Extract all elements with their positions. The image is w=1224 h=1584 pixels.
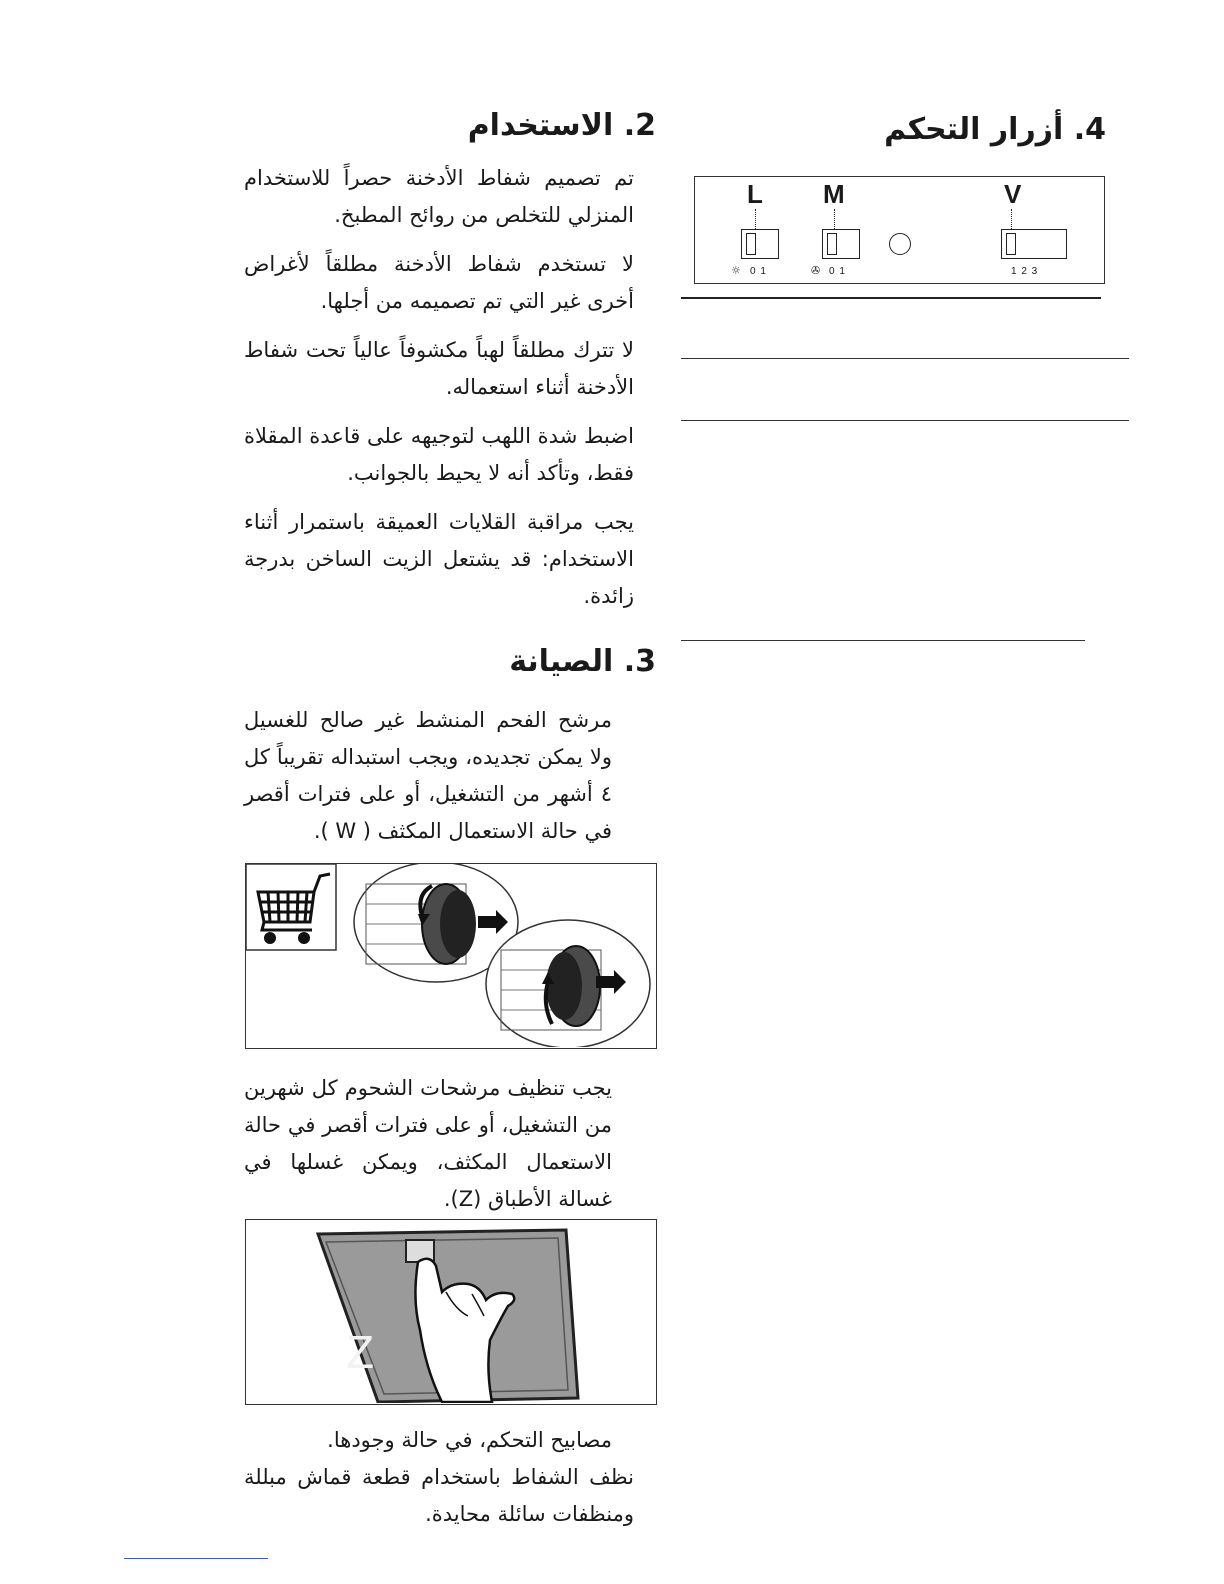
motor-ticks: 0 1 (829, 266, 846, 277)
maintenance-paragraph-2: يجب تنظيف مرشحات الشحوم كل شهرين من التشغيل، أو على فترات أقصر في حالة الاستعمال المكثف، ويمكن غسلها في غسالة الأطباق (Z). (244, 1076, 612, 1211)
rule-1 (681, 358, 1129, 359)
usage-paragraph-2: لا تستخدم شفاط الأدخنة مطلقاً لأغراض أخرى غير التي تم تصميمه من أجلها. (244, 252, 634, 313)
carbon-filter-illustration (246, 864, 655, 1047)
light-leader (755, 209, 756, 229)
light-ticks: 0 1 (750, 266, 767, 277)
controls-underline (681, 297, 1101, 299)
control-panel-figure (694, 176, 1105, 284)
usage-body (244, 160, 634, 615)
footer-rule (124, 1558, 268, 1559)
speed-leader (1011, 209, 1012, 229)
usage-paragraph-1: تم تصميم شفاط الأدخنة حصراً للاستخدام المنزلي للتخلص من روائح المطبخ. (244, 166, 634, 227)
filter-detail-2 (486, 920, 650, 1047)
usage-paragraph-5: يجب مراقبة القلايات العميقة باستمرار أثناء الاستخدام: قد يشتعل الزيت الساخن بدرجة زائدة. (244, 510, 634, 608)
rule-2 (681, 420, 1129, 421)
motor-switch[interactable] (822, 229, 860, 259)
carbon-filter-figure (245, 863, 657, 1049)
usage-heading: 2. الاستخدام (467, 108, 656, 143)
light-label: L (747, 179, 763, 209)
grease-filter-figure (245, 1219, 657, 1405)
rule-3 (681, 640, 1085, 641)
light-bulb-icon: ☼ (731, 264, 741, 277)
speed-switch[interactable] (1001, 229, 1067, 259)
grease-filter-illustration (246, 1220, 655, 1403)
light-switch[interactable] (741, 229, 779, 259)
usage-paragraph-3: لا تترك مطلقاً لهباً مكشوفاً عالياً تحت شفاط الأدخنة أثناء استعماله. (244, 338, 634, 399)
controls-heading: 4. أزرار التحكم (884, 112, 1106, 147)
motor-label: M (823, 179, 845, 209)
usage-paragraph-4: اضبط شدة اللهب لتوجيهه على قاعدة المقلاة فقط، وتأكد أنه لا يحيط بالجوانب. (244, 424, 634, 485)
maintenance-intro (244, 702, 612, 850)
cart-wheel-left (264, 932, 276, 944)
maintenance-paragraph-3: مصابيح التحكم، في حالة وجودها. (327, 1428, 612, 1452)
maintenance-paragraph-1: مرشح الفحم المنشط غير صالح للغسيل ولا يمكن تجديده، ويجب استبداله تقريباً كل ٤ أشهر من التشغيل، أو على فترات أقصر في حالة الاستعمال المكثف ( W ). (244, 708, 612, 843)
maintenance-tail (244, 1422, 634, 1533)
maintenance-paragraph-4: نظف الشفاط باستخدام قطعة قماش مبللة ومنظفات سائلة محايدة. (244, 1465, 634, 1526)
speed-label: V (1004, 179, 1022, 209)
figure-marker-z: Z (346, 1326, 375, 1378)
fan-icon: ✇ (811, 264, 821, 277)
motor-leader (834, 209, 835, 229)
indicator-lamp (889, 233, 911, 255)
cart-wheel-right (298, 932, 310, 944)
speed-ticks: 1 2 3 (1011, 266, 1039, 277)
maintenance-heading: 3. الصيانة (509, 644, 656, 679)
grease-filter-text (244, 1070, 612, 1218)
